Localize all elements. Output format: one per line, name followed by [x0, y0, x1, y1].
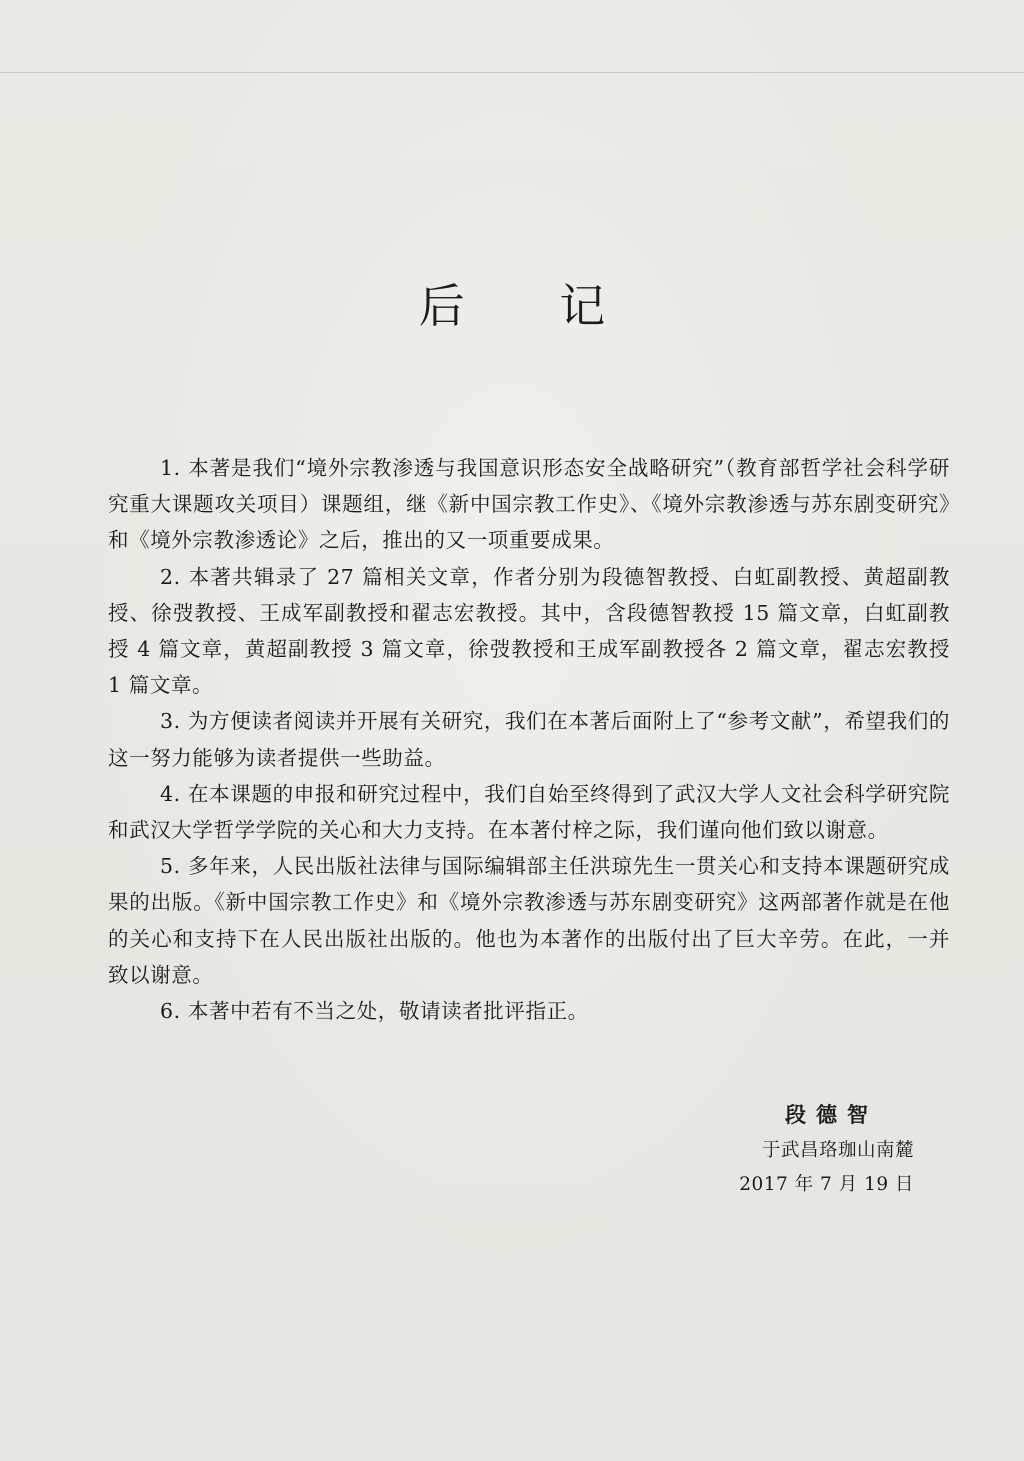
paragraph-1: 1. 本著是我们“境外宗教渗透与我国意识形态安全战略研究”（教育部哲学社会科学研究重大课题攻关项目）课题组，继《新中国宗教工作史》、《境外宗教渗透与苏东剧变研究》和《境外宗教渗透论》之后，推出的又一项重要成果。 — [108, 456, 950, 553]
body-text — [108, 450, 950, 1029]
signature-date: 2017 年 7 月 19 日 — [739, 1174, 914, 1195]
paragraph-6: 6. 本著中若有不当之处，敬请读者批评指正。 — [160, 999, 589, 1024]
paragraph-3: 3. 为方便读者阅读并开展有关研究，我们在本著后面附上了“参考文献”，希望我们的这一努力能够为读者提供一些助益。 — [108, 709, 950, 770]
header-rule — [0, 72, 1024, 73]
paragraph-2: 2. 本著共辑录了 27 篇相关文章，作者分别为段德智教授、白虹副教授、黄超副教授、徐弢教授、王成军副教授和翟志宏教授。其中，含段德智教授 15 篇文章，白虹副教授 4 篇文章，黄超副教授 3 篇文章，徐弢教授和王成军副教授各 2 篇文章，翟志宏教授 1 篇文章。 — [108, 564, 950, 698]
author-name: 段德智 — [785, 1102, 878, 1127]
signature-block — [739, 1098, 914, 1202]
page-title: 后 记 — [418, 279, 646, 333]
paragraph-5: 5. 多年来，人民出版社法律与国际编辑部主任洪琼先生一贯关心和支持本课题研究成果的出版。《新中国宗教工作史》和《境外宗教渗透与苏东剧变研究》这两部著作就是在他的关心和支持下在人民出版社出版的。他也为本著作的出版付出了巨大辛劳。在此，一并致以谢意。 — [108, 854, 950, 987]
signature-place: 于武昌珞珈山南麓 — [761, 1140, 914, 1161]
paragraph-4: 4. 在本课题的申报和研究过程中，我们自始至终得到了武汉大学人文社会科学研究院和武汉大学哲学学院的关心和大力支持。在本著付梓之际，我们谨向他们致以谢意。 — [108, 781, 950, 843]
